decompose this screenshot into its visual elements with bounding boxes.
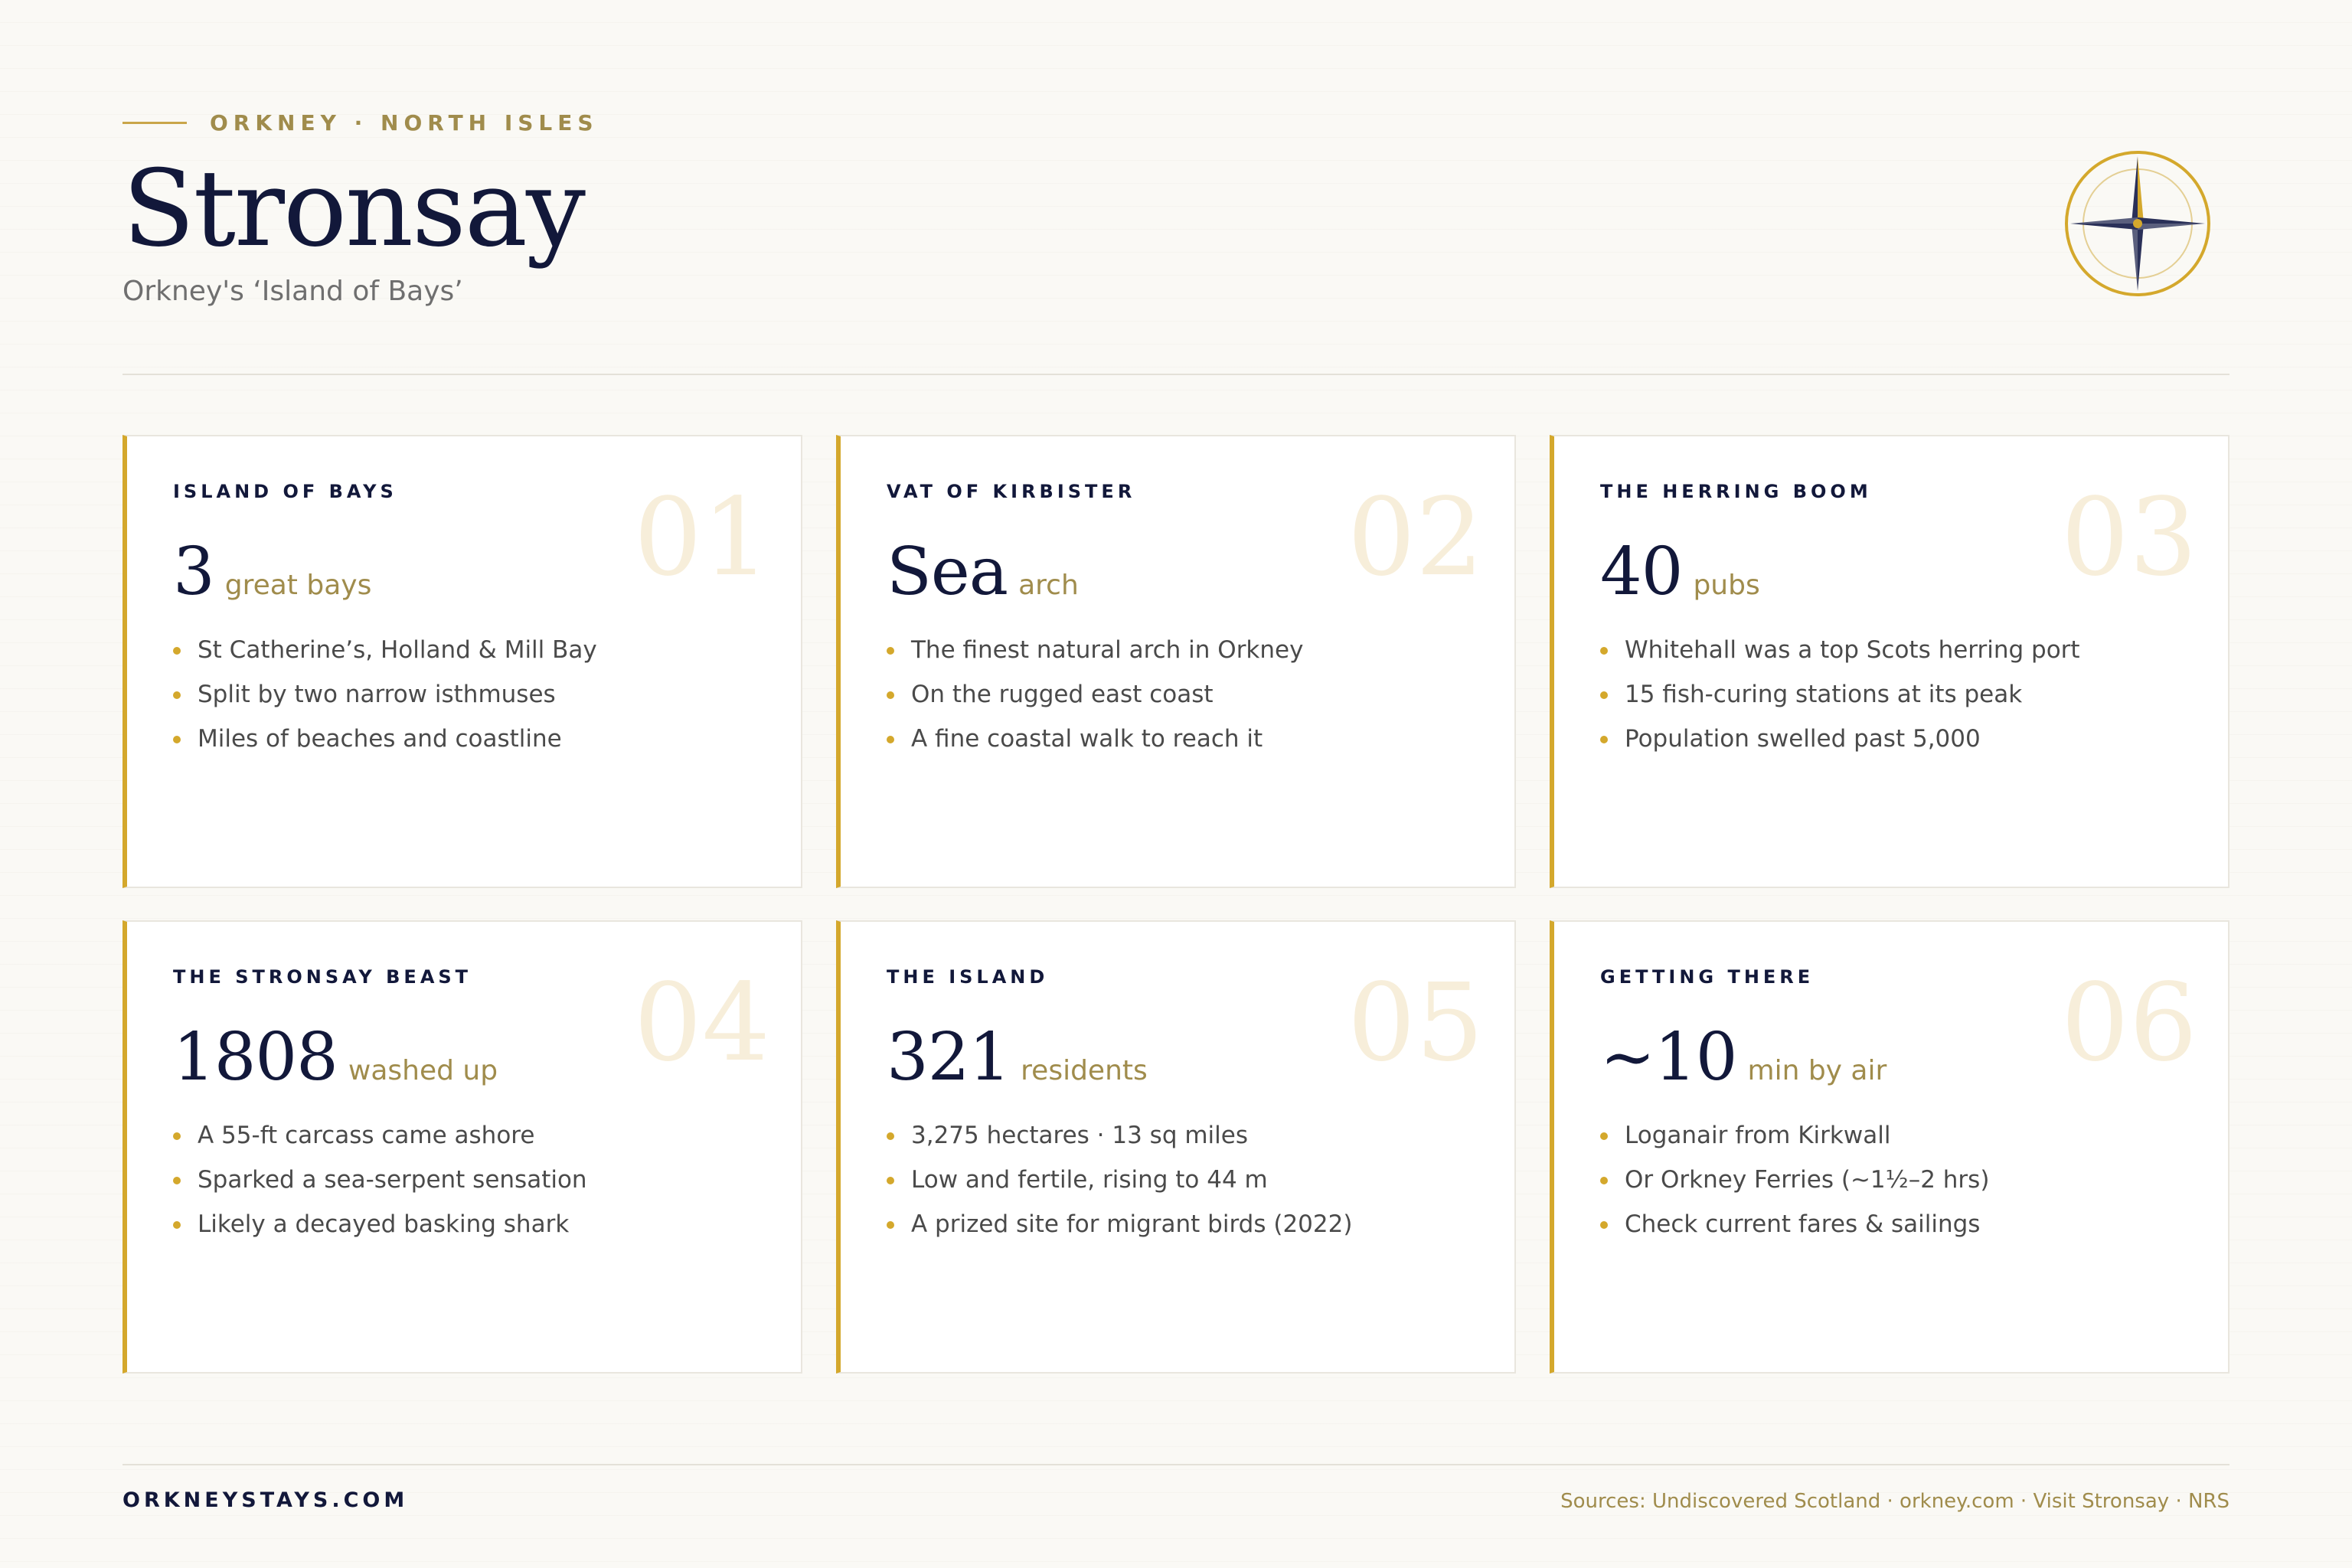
bullet-item: A fine coastal walk to reach it — [887, 717, 1303, 761]
fact-card-vat-of-kirbister — [836, 435, 1516, 888]
bullet-item: Loganair from Kirkwall — [1600, 1113, 1989, 1158]
fact-card-the-island — [836, 920, 1516, 1374]
footer-brand: ORKNEYSTAYS.COM — [122, 1488, 409, 1512]
card-number: 03 — [2060, 475, 2197, 600]
bullet-item: On the rugged east coast — [887, 672, 1303, 717]
card-label: THE STRONSAY BEAST — [173, 966, 472, 988]
page-title: Stronsay — [122, 147, 584, 270]
card-number: 02 — [1347, 475, 1484, 600]
bullet-item: A 55-ft carcass came ashore — [173, 1113, 587, 1158]
card-bullets — [887, 628, 1303, 761]
stat-value: 321 — [887, 1019, 1011, 1096]
stat-unit: pubs — [1693, 570, 1760, 601]
bullet-item: The finest natural arch in Orkney — [887, 628, 1303, 672]
bullet-item: Population swelled past 5,000 — [1600, 717, 2080, 761]
card-bullets — [1600, 628, 2080, 761]
stat-value: Sea — [887, 534, 1008, 610]
fact-card-island-of-bays — [122, 435, 802, 888]
card-bullets — [173, 1113, 587, 1246]
compass-rose-icon — [2061, 147, 2214, 300]
fact-card-grid — [122, 435, 2230, 1374]
stat-value: 40 — [1600, 534, 1683, 610]
bullet-item: Miles of beaches and coastline — [173, 717, 597, 761]
fact-card-herring-boom — [1550, 435, 2230, 888]
eyebrow — [122, 107, 2230, 138]
eyebrow-text: ORKNEY · NORTH ISLES — [210, 109, 599, 136]
bullet-item: A prized site for migrant birds (2022) — [887, 1202, 1352, 1246]
card-stat — [1600, 530, 1760, 614]
stat-unit: arch — [1018, 570, 1079, 601]
stat-unit: residents — [1021, 1055, 1148, 1086]
stat-unit: min by air — [1747, 1055, 1887, 1086]
header-divider — [122, 374, 2230, 375]
card-label: VAT OF KIRBISTER — [887, 481, 1136, 502]
bullet-item: 3,275 hectares · 13 sq miles — [887, 1113, 1352, 1158]
bullet-item: Sparked a sea-serpent sensation — [173, 1158, 587, 1202]
card-stat — [887, 1015, 1148, 1099]
footer-sources: Sources: Undiscovered Scotland · orkney.com · Visit Stronsay · NRS — [1560, 1490, 2230, 1513]
card-bullets — [173, 628, 597, 761]
bullet-item: Low and fertile, rising to 44 m — [887, 1158, 1352, 1202]
stat-value: 3 — [173, 534, 214, 610]
stat-unit: washed up — [348, 1055, 498, 1086]
card-label: GETTING THERE — [1600, 966, 1815, 988]
card-label: ISLAND OF BAYS — [173, 481, 397, 502]
card-label: THE ISLAND — [887, 966, 1049, 988]
bullet-item: Whitehall was a top Scots herring port — [1600, 628, 2080, 672]
bullet-item: 15 fish-curing stations at its peak — [1600, 672, 2080, 717]
bullet-item: Likely a decayed basking shark — [173, 1202, 587, 1246]
card-number: 06 — [2060, 961, 2197, 1086]
eyebrow-rule — [122, 122, 187, 124]
bullet-item: Or Orkney Ferries (~1½–2 hrs) — [1600, 1158, 1989, 1202]
card-number: 04 — [633, 961, 770, 1086]
footer-divider — [122, 1464, 2230, 1465]
card-stat — [173, 1015, 498, 1099]
card-stat — [887, 530, 1079, 614]
header — [122, 107, 2230, 307]
page-subtitle: Orkney's ‘Island of Bays’ — [122, 276, 463, 307]
stat-unit: great bays — [224, 570, 372, 601]
card-stat — [1600, 1015, 1886, 1099]
card-bullets — [1600, 1113, 1989, 1246]
card-label: THE HERRING BOOM — [1600, 481, 1872, 502]
card-number: 05 — [1347, 961, 1484, 1086]
card-bullets — [887, 1113, 1352, 1246]
fact-card-getting-there — [1550, 920, 2230, 1374]
stat-value: 1808 — [173, 1019, 338, 1096]
card-stat — [173, 530, 371, 614]
bullet-item: Split by two narrow isthmuses — [173, 672, 597, 717]
bullet-item: St Catherine’s, Holland & Mill Bay — [173, 628, 597, 672]
fact-card-stronsay-beast — [122, 920, 802, 1374]
bullet-item: Check current fares & sailings — [1600, 1202, 1989, 1246]
card-number: 01 — [633, 475, 770, 600]
stat-value: ~10 — [1600, 1019, 1737, 1096]
